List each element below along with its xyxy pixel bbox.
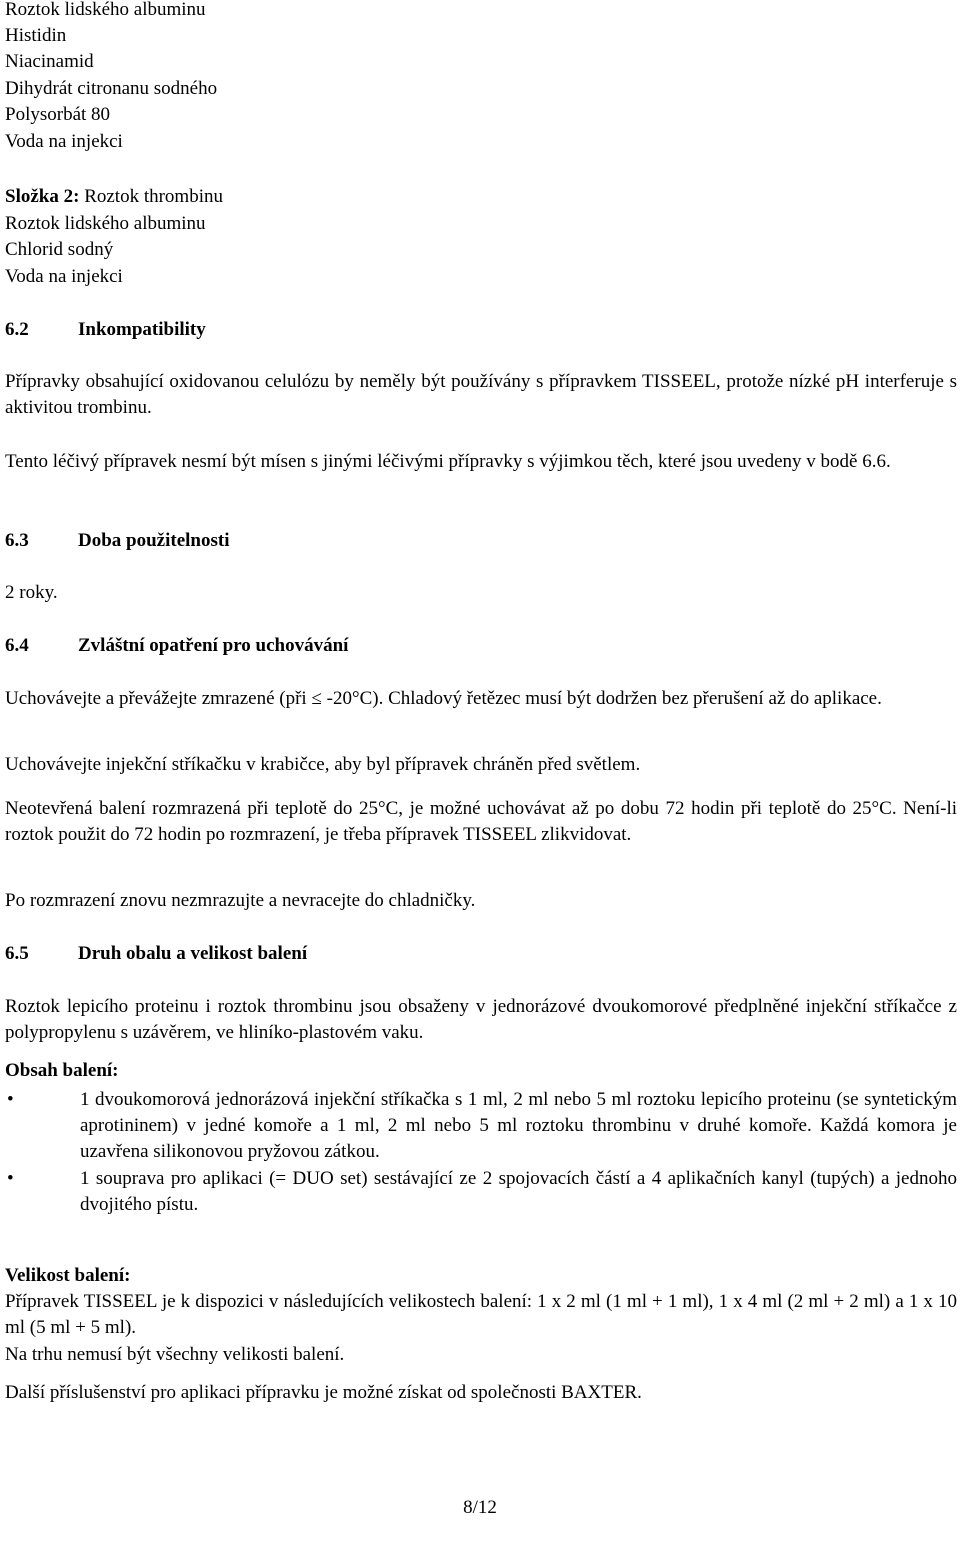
contents-heading: Obsah balení: <box>5 1060 119 1081</box>
bullet-icon: • <box>7 1089 14 1110</box>
less-or-equal-symbol: ≤ <box>311 688 322 709</box>
component-2-heading <box>5 184 223 210</box>
excipient-3: Niacinamid <box>5 51 94 72</box>
contents-item-1: 1 dvoukomorová jednorázová injekční stříkačka s 1 ml, 2 ml nebo 5 ml roztoku lepicího proteinu (se syntetickým aprotininem) v jedné komoře a 1 ml, 2 ml nebo 5 ml roztoku thrombinu v druhé komoře. Každá komora je uzavřena silikonovou pryžovou zátkou. <box>80 1089 957 1162</box>
section-6-2-heading <box>5 317 206 343</box>
section-6-3-heading <box>5 528 230 554</box>
component-2-item-3: Voda na injekci <box>5 266 123 287</box>
section-6-4-paragraph-4: Po rozmrazení znovu nezmrazujte a nevracejte do chladničky. <box>5 890 476 911</box>
section-6-3-number: 6.3 <box>5 530 29 551</box>
section-6-2-title: Inkompatibility <box>78 319 206 340</box>
excipient-4: Dihydrát citronanu sodného <box>5 78 218 99</box>
section-6-4-title: Zvláštní opatření pro uchovávání <box>78 635 349 656</box>
section-6-3-title: Doba použitelnosti <box>78 530 230 551</box>
section-6-4-paragraph-3: Neotevřená balení rozmrazená při teplotě do 25°C, je možné uchovávat až po dobu 72 hodin při teplotě do 25°C. Není-li roztok použit do 72 hodin po rozmrazení, je třeba přípravek TISSEEL zlikvidovat. <box>5 798 957 845</box>
section-6-4-number: 6.4 <box>5 635 29 656</box>
component-2-item-2: Chlorid sodný <box>5 239 114 260</box>
section-6-4-paragraph-2: Uchovávejte injekční stříkačku v krabičce, aby byl přípravek chráněn před světlem. <box>5 754 641 775</box>
section-6-5-paragraph-1: Roztok lepicího proteinu i roztok thrombinu jsou obsaženy v jednorázové dvoukomorové předplněné injekční stříkačce z polypropylenu s uzávěrem, ve hliníko-plastovém vaku. <box>5 996 957 1043</box>
component-2-label: Složka 2: <box>5 186 80 207</box>
storage-text-a: Uchovávejte a převážejte zmrazené (při <box>5 688 312 709</box>
section-6-2-paragraph-2: Tento léčivý přípravek nesmí být mísen s jinými léčivými přípravky s výjimkou těch, které jsou uvedeny v bodě 6.6. <box>5 451 891 472</box>
sizes-paragraph: Přípravek TISSEEL je k dispozici v následujících velikostech balení: 1 x 2 ml (1 ml + 1 ml), 1 x 4 ml (2 ml + 2 ml) a 1 x 10 ml (5 ml + 5 ml). <box>5 1291 957 1338</box>
component-2-name: Roztok thrombinu <box>79 186 223 207</box>
accessories-paragraph: Další příslušenství pro aplikaci přípravku je možné získat od společnosti BAXTER. <box>5 1382 642 1403</box>
excipient-1: Roztok lidského albuminu <box>5 0 206 20</box>
section-6-3-paragraph: 2 roky. <box>5 582 58 603</box>
section-6-4-heading <box>5 633 348 659</box>
sizes-note: Na trhu nemusí být všechny velikosti balení. <box>5 1344 345 1365</box>
section-6-4-paragraph-1 <box>5 686 957 712</box>
bullet-icon: • <box>7 1168 14 1189</box>
section-6-2-number: 6.2 <box>5 319 29 340</box>
sizes-heading: Velikost balení: <box>5 1265 131 1286</box>
excipient-6: Voda na injekci <box>5 131 123 152</box>
section-6-5-number: 6.5 <box>5 943 29 964</box>
page-number: 8/12 <box>463 1497 497 1518</box>
section-6-5-title: Druh obalu a velikost balení <box>78 943 308 964</box>
excipient-5: Polysorbát 80 <box>5 104 111 125</box>
contents-item-2: 1 souprava pro aplikaci (= DUO set) sestávající ze 2 spojovacích částí a 4 aplikačních kanyl (tupých) a jednoho dvojitého pístu. <box>80 1168 957 1215</box>
excipient-2: Histidin <box>5 25 67 46</box>
section-6-2-paragraph-1: Přípravky obsahující oxidovanou celulózu by neměly být používány s přípravkem TISSEEL, protože nízké pH interferuje s aktivitou trombinu. <box>5 371 957 418</box>
storage-text-b: -20°C). Chladový řetězec musí být dodržen bez přerušení až do aplikace. <box>321 688 882 709</box>
section-6-5-heading <box>5 941 307 967</box>
component-2-item-1: Roztok lidského albuminu <box>5 213 206 234</box>
